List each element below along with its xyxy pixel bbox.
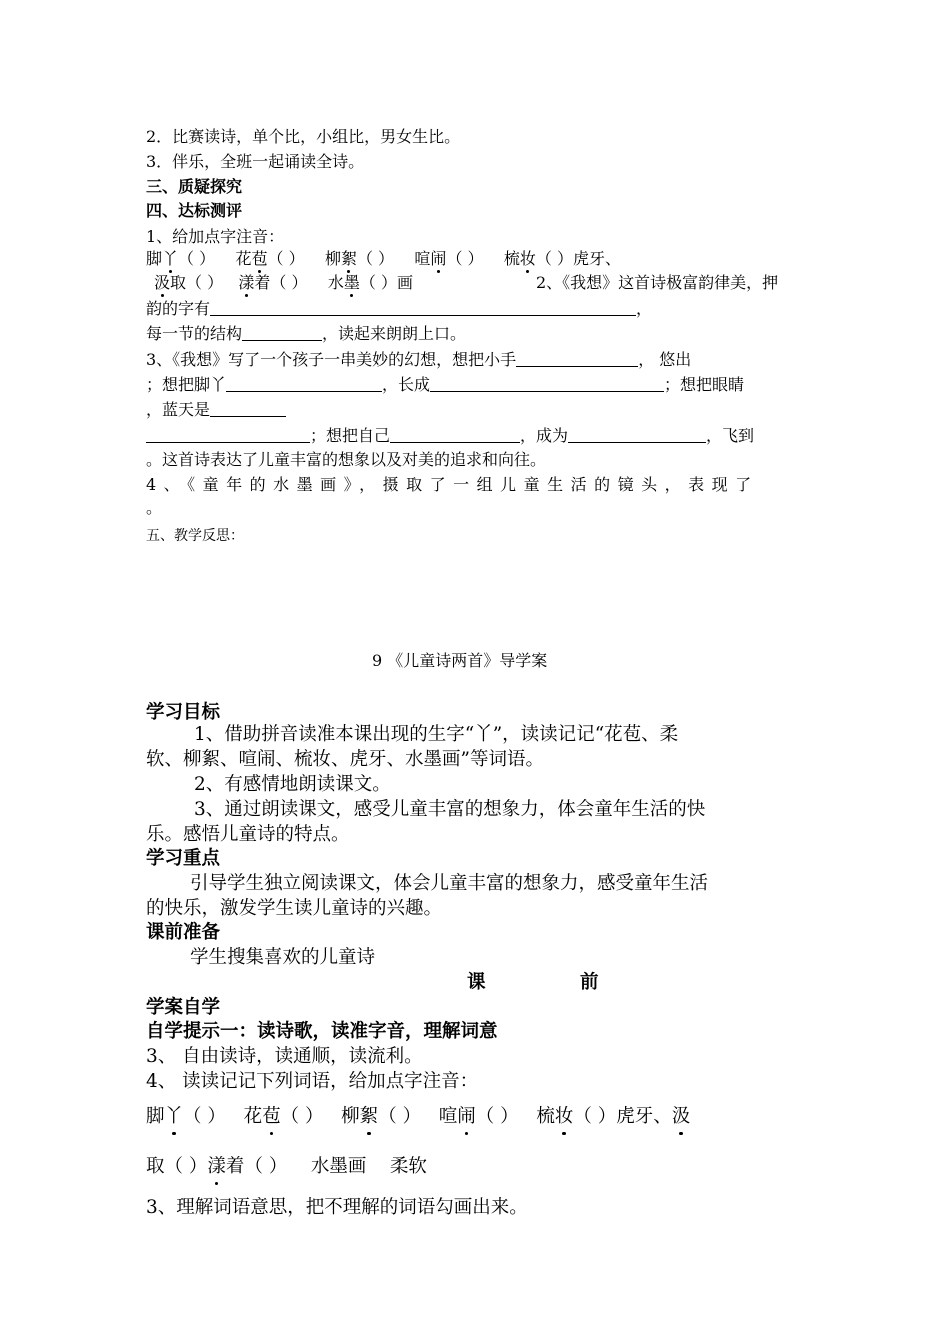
dotted-char: 汲 <box>672 1104 691 1130</box>
reflection-heading: 五、教学反思： <box>146 528 244 544</box>
answer-blank <box>242 324 322 341</box>
word <box>146 249 178 268</box>
text: ；想把脚丫 <box>146 375 227 394</box>
text: ，飞到 <box>706 426 755 445</box>
question-4: 4、《童年的水墨画》，摄取了一组儿童生活的镜头，表现了 <box>146 475 759 494</box>
pinyin-blank: （ ） <box>270 273 308 292</box>
answer-blank <box>146 426 310 443</box>
answer-blank <box>430 375 664 392</box>
char: 画 <box>396 273 413 292</box>
text: 每一节的结构 <box>146 324 243 343</box>
word: 水墨画 <box>310 1156 367 1177</box>
vocab-line <box>146 1104 690 1130</box>
char: 脚 <box>146 1106 165 1127</box>
word <box>325 249 357 268</box>
char: 着 <box>225 1156 245 1177</box>
dotted-char: 絮 <box>360 1104 379 1130</box>
char: 柳 <box>324 249 341 268</box>
char: 花 <box>243 1106 263 1127</box>
question-2-line <box>146 298 652 320</box>
char: 水 <box>327 273 344 292</box>
pinyin-blank: （ ） <box>178 249 216 268</box>
question-3-line <box>146 349 691 371</box>
dotted-char: 丫 <box>162 249 179 268</box>
question-3-line <box>146 399 286 421</box>
heading-char: 前 <box>580 972 599 993</box>
word: 虎牙、 <box>616 1106 672 1127</box>
question-4-end: 。 <box>146 498 163 517</box>
char: 柳 <box>341 1106 360 1127</box>
text: ， 悠出 <box>638 350 692 369</box>
text-line: 3．伴乐，全班一起诵读全诗。 <box>146 152 365 171</box>
question-2: 2、《我想》这首诗极富韵律美，押 <box>536 273 779 292</box>
answer-blank <box>210 400 286 417</box>
question-1-words-cont <box>154 272 413 294</box>
goal-line: 软、柳絮、喧闹、梳妆、虎牙、水墨画”等词语。 <box>146 749 544 770</box>
section-heading: 学习重点 <box>146 848 221 869</box>
text: 韵的字有 <box>146 299 211 318</box>
key-line: 引导学生独立阅读课文，体会儿童丰富的想象力，感受童年生活 <box>190 873 709 894</box>
pinyin-blank: （ ） <box>183 1106 226 1127</box>
section-heading: 学习目标 <box>146 702 221 723</box>
dotted-char: 闹 <box>430 249 447 268</box>
word: 柔软 <box>389 1156 427 1177</box>
char: 梳 <box>536 1106 555 1127</box>
pinyin-blank: （ ） <box>378 1106 422 1127</box>
word <box>414 249 446 268</box>
heading-char: 课 <box>467 972 486 993</box>
section-heading: 学案自学 <box>146 997 221 1018</box>
question-1-words <box>146 248 621 270</box>
question-3-line: 。这首诗表达了儿童丰富的想象以及对美的追求和向往。 <box>146 450 547 469</box>
dotted-char: 汲 <box>154 273 171 292</box>
char: 着 <box>254 273 271 292</box>
pinyin-blank: （ ） <box>267 249 305 268</box>
char: 脚 <box>146 249 163 268</box>
text: ，读起来朗朗上口。 <box>322 324 467 343</box>
text-line: 2．比赛读诗，单个比，小组比，男女生比。 <box>146 127 461 146</box>
char: 喧 <box>414 249 431 268</box>
tip-line: 3、理解词语意思，把不理解的词语勾画出来。 <box>146 1197 528 1218</box>
answer-blank <box>516 350 638 367</box>
section-heading: 三、质疑探究 <box>146 177 243 196</box>
tip-line: 4、 读读记记下列词语，给加点字注音： <box>146 1071 479 1092</box>
pinyin-blank: （ ） <box>535 249 573 268</box>
text: ，蓝天是 <box>146 400 211 419</box>
answer-blank <box>226 375 382 392</box>
char: 取 <box>146 1156 165 1177</box>
vocab-line <box>146 1154 427 1180</box>
word <box>504 249 536 268</box>
pinyin-blank: （ ） <box>446 249 484 268</box>
dotted-char: 妆 <box>519 249 536 268</box>
goal-line: 乐。感悟儿童诗的特点。 <box>146 824 350 845</box>
dotted-char: 漾 <box>238 273 255 292</box>
page-title: 9 《儿童诗两首》导学案 <box>372 651 548 670</box>
dotted-char: 丫 <box>165 1104 184 1130</box>
dotted-char: 闹 <box>457 1104 476 1130</box>
text: ；想把自己 <box>310 426 391 445</box>
tip-heading: 自学提示一：读诗歌，读准字音，理解词意 <box>146 1021 498 1042</box>
answer-blank <box>210 299 636 316</box>
word: 虎牙、 <box>573 249 622 268</box>
char: 取 <box>170 273 187 292</box>
pinyin-blank: （ ） <box>573 1106 617 1127</box>
pinyin-blank: （ ） <box>186 273 224 292</box>
question-2-line <box>146 323 466 345</box>
question-3-line <box>146 374 744 396</box>
word <box>235 249 267 268</box>
dotted-char: 漾 <box>207 1154 226 1180</box>
dotted-char: 苞 <box>262 1104 281 1130</box>
char: 花 <box>235 249 252 268</box>
text: 3、《我想》写了一个孩子一串美妙的幻想，想把小手 <box>146 350 517 369</box>
text: ，成为 <box>520 426 569 445</box>
tip-line: 3、 自由读诗，读通顺，读流利。 <box>146 1046 423 1067</box>
pinyin-blank: （ ） <box>280 1106 324 1127</box>
text: ，长成 <box>382 375 431 394</box>
question-1: 1、给加点字注音： <box>146 227 285 246</box>
char: 梳 <box>503 249 520 268</box>
pinyin-blank: （ ） <box>244 1156 288 1177</box>
goal-line: 2、有感情地朗读课文。 <box>194 774 391 795</box>
text: ， <box>636 299 653 318</box>
question-3-line <box>146 425 754 447</box>
text: ；想把眼睛 <box>664 375 745 394</box>
pinyin-blank: （ ） <box>359 273 397 292</box>
goal-line: 1、借助拼音读准本课出现的生字“丫”，读读记记“花苞、柔 <box>194 724 679 745</box>
dotted-char: 妆 <box>555 1104 574 1130</box>
key-line: 的快乐，激发学生读儿童诗的兴趣。 <box>146 898 443 919</box>
char: 喧 <box>438 1106 458 1127</box>
pinyin-blank: （ ） <box>475 1106 519 1127</box>
dotted-char: 絮 <box>340 249 357 268</box>
prep-line: 学生搜集喜欢的儿童诗 <box>190 947 376 968</box>
goal-line: 3、通过朗读课文，感受儿童丰富的想象力，体会童年生活的快 <box>194 799 706 820</box>
answer-blank <box>568 426 706 443</box>
section-heading: 四、达标测评 <box>146 201 243 220</box>
pinyin-blank: （ ） <box>164 1156 208 1177</box>
dotted-char: 墨 <box>343 273 360 292</box>
section-heading: 课前准备 <box>146 922 221 943</box>
answer-blank <box>390 426 520 443</box>
dotted-char: 苞 <box>251 249 268 268</box>
pinyin-blank: （ ） <box>356 249 395 268</box>
